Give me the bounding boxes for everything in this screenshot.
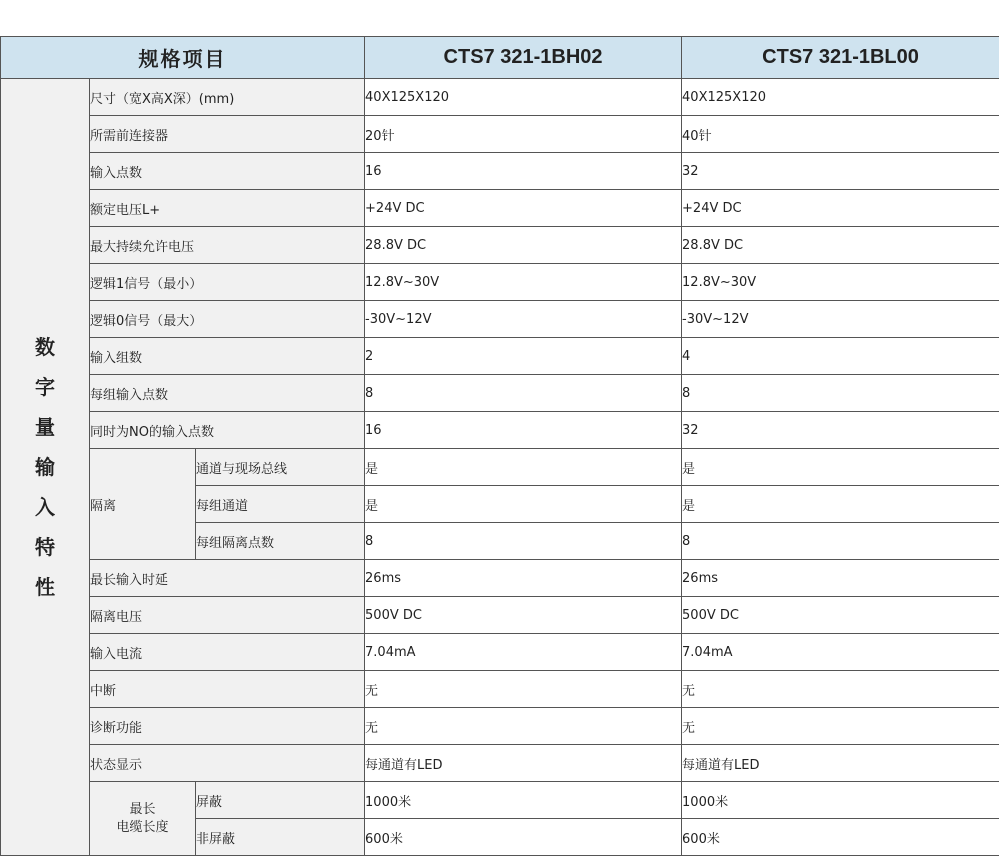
- row-label: 逻辑0信号（最大）: [90, 301, 365, 338]
- row-value-model-2: 每通道有LED: [682, 745, 999, 782]
- row-value-model-2: 7.04mA: [682, 634, 999, 671]
- row-value-model-2: 1000米: [682, 782, 999, 819]
- row-value-model-2: 40X125X120: [682, 79, 999, 116]
- row-value-model-1: 无: [365, 708, 682, 745]
- table-row: [1, 671, 999, 708]
- table-row: [1, 449, 999, 486]
- table-row: [1, 190, 999, 227]
- row-label: 同时为NO的输入点数: [90, 412, 365, 449]
- table-row: [1, 375, 999, 412]
- row-label: 输入电流: [90, 634, 365, 671]
- row-value-model-2: 32: [682, 153, 999, 190]
- row-value-model-1: 无: [365, 671, 682, 708]
- row-value-model-2: 500V DC: [682, 597, 999, 634]
- row-label: 所需前连接器: [90, 116, 365, 153]
- row-value-model-2: 26ms: [682, 560, 999, 597]
- row-value-model-1: 是: [365, 486, 682, 523]
- row-label: 隔离电压: [90, 597, 365, 634]
- table-row: [1, 79, 999, 116]
- table-row: [1, 301, 999, 338]
- row-value-model-2: 28.8V DC: [682, 227, 999, 264]
- row-value-model-1: 8: [365, 523, 682, 560]
- row-value-model-2: -30V~12V: [682, 301, 999, 338]
- row-value-model-1: 40X125X120: [365, 79, 682, 116]
- row-value-model-1: 是: [365, 449, 682, 486]
- row-value-model-1: 1000米: [365, 782, 682, 819]
- row-value-model-1: 8: [365, 375, 682, 412]
- row-label: 最大持续允许电压: [90, 227, 365, 264]
- spec-table: [0, 36, 999, 856]
- header-row: [1, 37, 999, 79]
- row-value-model-2: 是: [682, 486, 999, 523]
- table-row: [1, 153, 999, 190]
- row-value-model-1: 20针: [365, 116, 682, 153]
- row-value-model-2: 8: [682, 375, 999, 412]
- row-label: 诊断功能: [90, 708, 365, 745]
- row-value-model-1: 26ms: [365, 560, 682, 597]
- row-value-model-1: 16: [365, 412, 682, 449]
- side-category-cell: [1, 79, 90, 856]
- header-model-2: CTS7 321-1BL00: [682, 37, 999, 79]
- table-row: [1, 782, 999, 819]
- row-value-model-2: 4: [682, 338, 999, 375]
- table-row: [1, 597, 999, 634]
- row-value-model-2: +24V DC: [682, 190, 999, 227]
- table-row: [1, 745, 999, 782]
- cable-group-label-line1: 最长: [90, 801, 195, 819]
- row-sub-label: 每组通道: [196, 486, 365, 523]
- row-value-model-1: +24V DC: [365, 190, 682, 227]
- row-value-model-1: 7.04mA: [365, 634, 682, 671]
- row-value-model-1: -30V~12V: [365, 301, 682, 338]
- row-sub-label: 通道与现场总线: [196, 449, 365, 486]
- row-value-model-2: 8: [682, 523, 999, 560]
- side-category-label: 数字量输入特性: [33, 327, 57, 607]
- row-label: 输入点数: [90, 153, 365, 190]
- row-value-model-2: 32: [682, 412, 999, 449]
- row-value-model-2: 12.8V~30V: [682, 264, 999, 301]
- header-model-1: CTS7 321-1BH02: [365, 37, 682, 79]
- header-spec-label: 规格项目: [1, 37, 365, 79]
- row-sub-label: 非屏蔽: [196, 819, 365, 856]
- table-row: [1, 634, 999, 671]
- row-value-model-1: 600米: [365, 819, 682, 856]
- row-sub-label: 每组隔离点数: [196, 523, 365, 560]
- table-row: [1, 338, 999, 375]
- row-value-model-2: 是: [682, 449, 999, 486]
- row-value-model-1: 28.8V DC: [365, 227, 682, 264]
- table-row: [1, 412, 999, 449]
- row-label: 中断: [90, 671, 365, 708]
- row-sub-label: 屏蔽: [196, 782, 365, 819]
- table-row: [1, 560, 999, 597]
- cable-group-label: [90, 782, 196, 856]
- row-label: 最长输入时延: [90, 560, 365, 597]
- row-label: 尺寸（宽X高X深）(mm): [90, 79, 365, 116]
- table-row: [1, 264, 999, 301]
- row-value-model-2: 40针: [682, 116, 999, 153]
- row-value-model-1: 2: [365, 338, 682, 375]
- row-label: 状态显示: [90, 745, 365, 782]
- row-value-model-2: 600米: [682, 819, 999, 856]
- row-label: 逻辑1信号（最小）: [90, 264, 365, 301]
- row-label: 每组输入点数: [90, 375, 365, 412]
- row-value-model-2: 无: [682, 708, 999, 745]
- row-value-model-1: 16: [365, 153, 682, 190]
- row-value-model-2: 无: [682, 671, 999, 708]
- row-label: 输入组数: [90, 338, 365, 375]
- row-label: 额定电压L+: [90, 190, 365, 227]
- row-value-model-1: 每通道有LED: [365, 745, 682, 782]
- table-row: [1, 116, 999, 153]
- row-value-model-1: 12.8V~30V: [365, 264, 682, 301]
- table-row: [1, 708, 999, 745]
- cable-group-label-line2: 电缆长度: [90, 819, 195, 837]
- row-value-model-1: 500V DC: [365, 597, 682, 634]
- isolation-group-label: 隔离: [90, 449, 196, 560]
- table-row: [1, 227, 999, 264]
